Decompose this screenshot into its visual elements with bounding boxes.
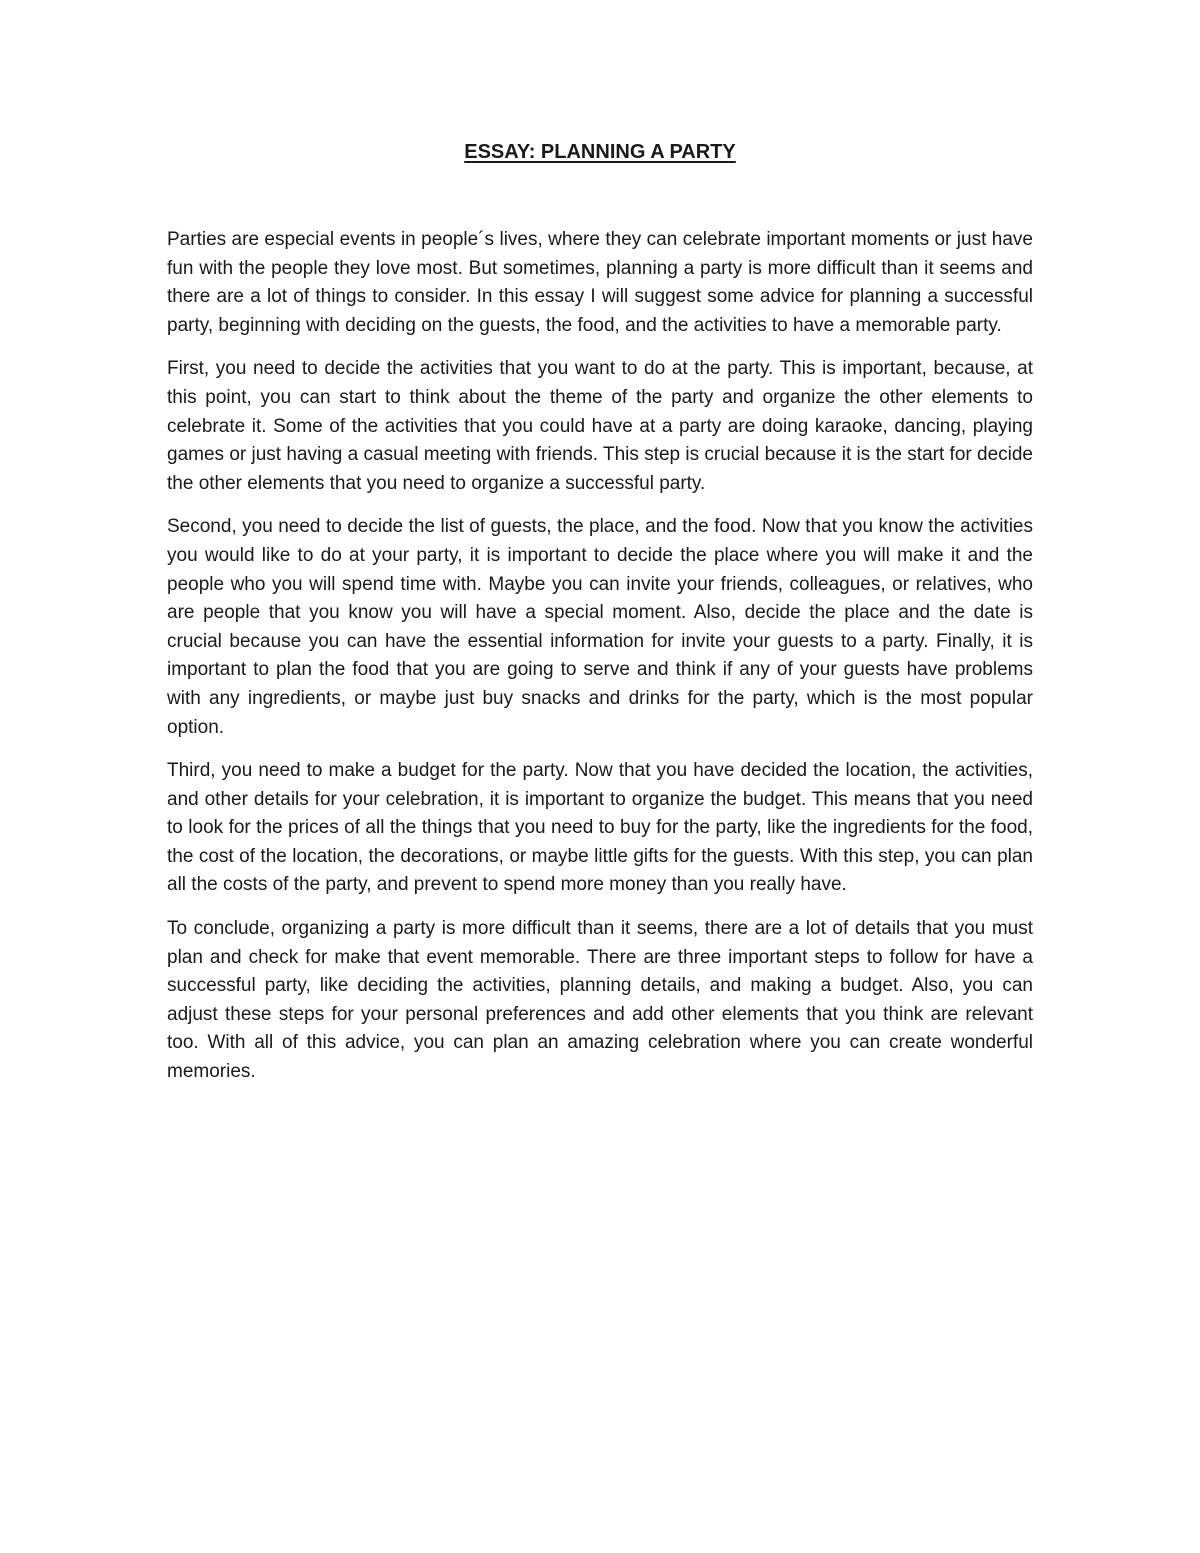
essay-title: ESSAY: PLANNING A PARTY bbox=[464, 141, 736, 163]
essay-body bbox=[167, 226, 1033, 1102]
paragraph-guests-place-food: Second, you need to decide the list of guests, the place, and the food. Now that you know the activities you would like to do at your party, it is important to decide the place where you will make it and the people who you will spend time with. Maybe you can invite your friends, colleagues, or relatives, who are people that you know you will have a special moment. Also, decide the place and the date is crucial because you can have the essential information for invite your guests to a party. Finally, it is important to plan the food that you are going to serve and think if any of your guests have problems with any ingredients, or maybe just buy snacks and drinks for the party, which is the most popular option. bbox=[167, 516, 1033, 738]
paragraph-conclusion: To conclude, organizing a party is more difficult than it seems, there are a lot of details that you must plan and check for make that event memorable. There are three important steps to follow for have a successful party, like deciding the activities, planning details, and making a budget. Also, you can adjust these steps for your personal preferences and add other elements that you think are relevant too. With all of this advice, you can plan an amazing celebration where you can create wonderful memories. bbox=[167, 918, 1033, 1083]
paragraph-introduction: Parties are especial events in people´s lives, where they can celebrate important moments or just have fun with the people they love most. But sometimes, planning a party is more difficult than it seems and there are a lot of things to consider. In this essay I will suggest some advice for planning a successful party, beginning with deciding on the guests, the food, and the activities to have a memorable party. bbox=[167, 229, 1033, 336]
paragraph-budget: Third, you need to make a budget for the party. Now that you have decided the location, the activities, and other details for your celebration, it is important to organize the budget. This means that you need to look for the prices of all the things that you need to buy for the party, like the ingredients for the food, the cost of the location, the decorations, or maybe little gifts for the guests. With this step, you can plan all the costs of the party, and prevent to spend more money than you really have. bbox=[167, 760, 1033, 896]
paragraph-activities: First, you need to decide the activities that you want to do at the party. This is important, because, at this point, you can start to think about the theme of the party and organize the other elements to celebrate it. Some of the activities that you could have at a party are doing karaoke, dancing, playing games or just having a casual meeting with friends. This step is crucial because it is the start for decide the other elements that you need to organize a successful party. bbox=[167, 358, 1033, 494]
